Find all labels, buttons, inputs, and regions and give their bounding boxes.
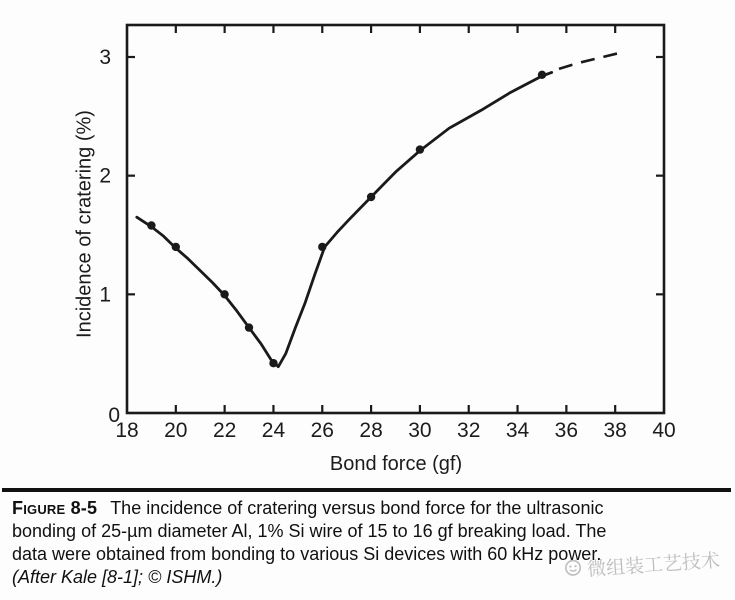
x-tick-label: 24 (261, 419, 286, 442)
x-tick-label: 18 (115, 419, 139, 442)
x-tick-label: 30 (408, 419, 432, 442)
x-tick-label: 38 (603, 419, 627, 442)
figure-label: Figure 8-5 (12, 498, 98, 518)
caption-line-3: data were obtained from bonding to various Si devices with 60 kHz power. (12, 544, 602, 564)
curve-solid (137, 72, 552, 366)
data-point (172, 243, 180, 251)
caption-divider-rule (2, 488, 731, 492)
x-tick-label: 32 (457, 419, 481, 442)
caption-line-4: (After Kale [8-1]; © ISHM.) (12, 567, 223, 587)
x-tick-label: 28 (359, 419, 383, 442)
x-tick-label: 36 (554, 419, 579, 442)
data-point (538, 71, 546, 79)
x-tick-label: 26 (310, 419, 334, 442)
data-point (147, 221, 155, 229)
watermark-text: 微组装工艺技术 (586, 550, 721, 581)
x-tick-label: 20 (164, 419, 188, 442)
data-point (367, 193, 375, 201)
x-tick-label: 40 (652, 419, 676, 442)
data-point (220, 290, 228, 298)
x-tick-label: 34 (505, 419, 530, 442)
data-point (416, 145, 424, 153)
figure-caption (12, 497, 732, 589)
data-point (245, 323, 253, 331)
data-point (318, 243, 326, 251)
data-point (269, 359, 277, 367)
curve-dashed (559, 53, 618, 69)
x-tick-label: 22 (212, 419, 237, 442)
x-axis-label: Bond force (gf) (329, 453, 463, 475)
y-tick-label: 3 (99, 46, 111, 69)
y-tick-label: 0 (108, 404, 120, 427)
y-tick-label: 2 (99, 164, 111, 188)
y-axis-label: Incidence of cratering (%) (73, 110, 96, 338)
caption-line-1 (12, 497, 732, 520)
caption-line-2: bonding of 25-µm diameter Al, 1% Si wire of 15 to 16 gf breaking load. The (12, 521, 607, 541)
plot-frame (127, 25, 664, 413)
caption-text-1: The incidence of cratering versus bond force for the ultrasonic (110, 498, 604, 518)
y-tick-label: 1 (99, 283, 111, 307)
